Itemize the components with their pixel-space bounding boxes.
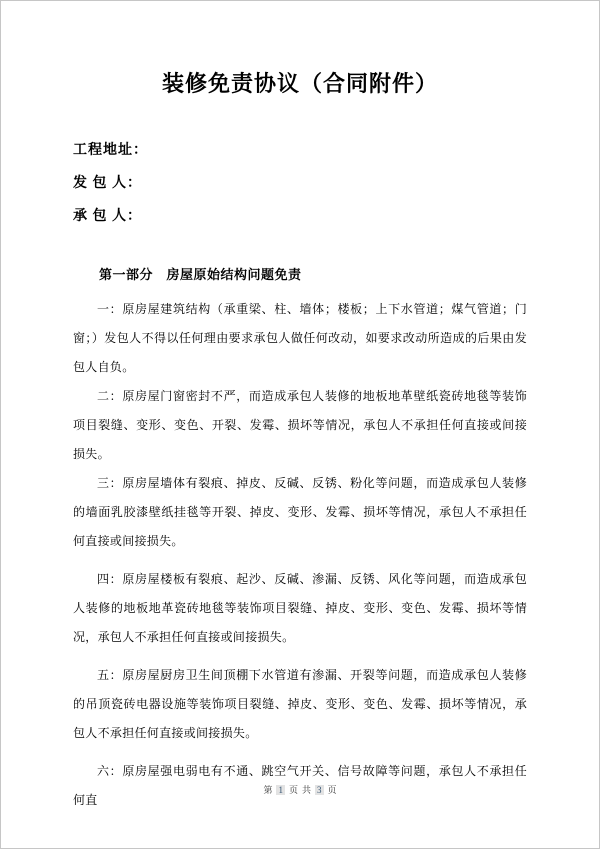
page-footer (1, 783, 599, 796)
footer-label-ye-2: 页 (327, 785, 337, 795)
clause-paragraph-1: 一：原房屋建筑结构（承重梁、柱、墙体；楼板；上下水管道；煤气管道；门窗；）发包人不得以任何理由要求承包人做任何改动，如要求改动所造成的后果由发包人自负。 (73, 302, 527, 375)
clause-paragraph-2: 二：原房屋门窗密封不严，而造成承包人装修的地板地革壁纸瓷砖地毯等装饰项目裂缝、变形、变色、开裂、发霉、损坏等情况，承包人不承担任何直接或间接损失。 (73, 389, 527, 462)
footer-label-total: 共 (302, 785, 312, 795)
page-number-total: 3 (317, 785, 322, 795)
section-heading-part-one: 第一部分 房屋原始结构问题免责 (99, 267, 302, 283)
clause-list (73, 295, 527, 815)
footer-label-page: 第 (263, 785, 273, 795)
field-project-address: 工程地址： (73, 143, 148, 159)
field-contractor: 承 包 人： (73, 209, 142, 225)
clause-paragraph-5: 五：原房屋厨房卫生间顶棚下水管道有渗漏、开裂等问题，而造成承包人装修的吊顶瓷砖电器设施等装饰项目裂缝、掉皮、变形、变色、发霉、损坏等情况，承包人不承担任何直接或间接损失。 (73, 668, 527, 741)
page-number-current: 1 (278, 785, 283, 795)
header-fields (73, 143, 527, 225)
clause-paragraph-3: 三：原房屋墙体有裂痕、掉皮、反碱、反锈、粉化等问题，而造成承包人装修的墙面乳胶漆壁纸挂毯等开裂、掉皮、变形、发霉、损坏等情况，承包人不承担任何直接或间接损失。 (73, 476, 527, 549)
document-title: 装修免责协议（合同附件） (161, 71, 438, 96)
clause-paragraph-4: 四：原房屋楼板有裂痕、起沙、反碱、渗漏、反锈、风化等问题，而造成承包人装修的地板地革瓷砖地毯等装饰项目裂缝、掉皮、变形、变色、发霉、损坏等情况，承包人不承担任何直接或间接损失。 (73, 572, 527, 645)
clause-paragraph-6: 六：原房屋强电弱电有不通、跳空气开关、信号故障等问题，承包人不承担任何直 (73, 764, 527, 808)
field-employer: 发 包 人： (73, 176, 142, 192)
footer-label-ye: 页 (288, 785, 298, 795)
